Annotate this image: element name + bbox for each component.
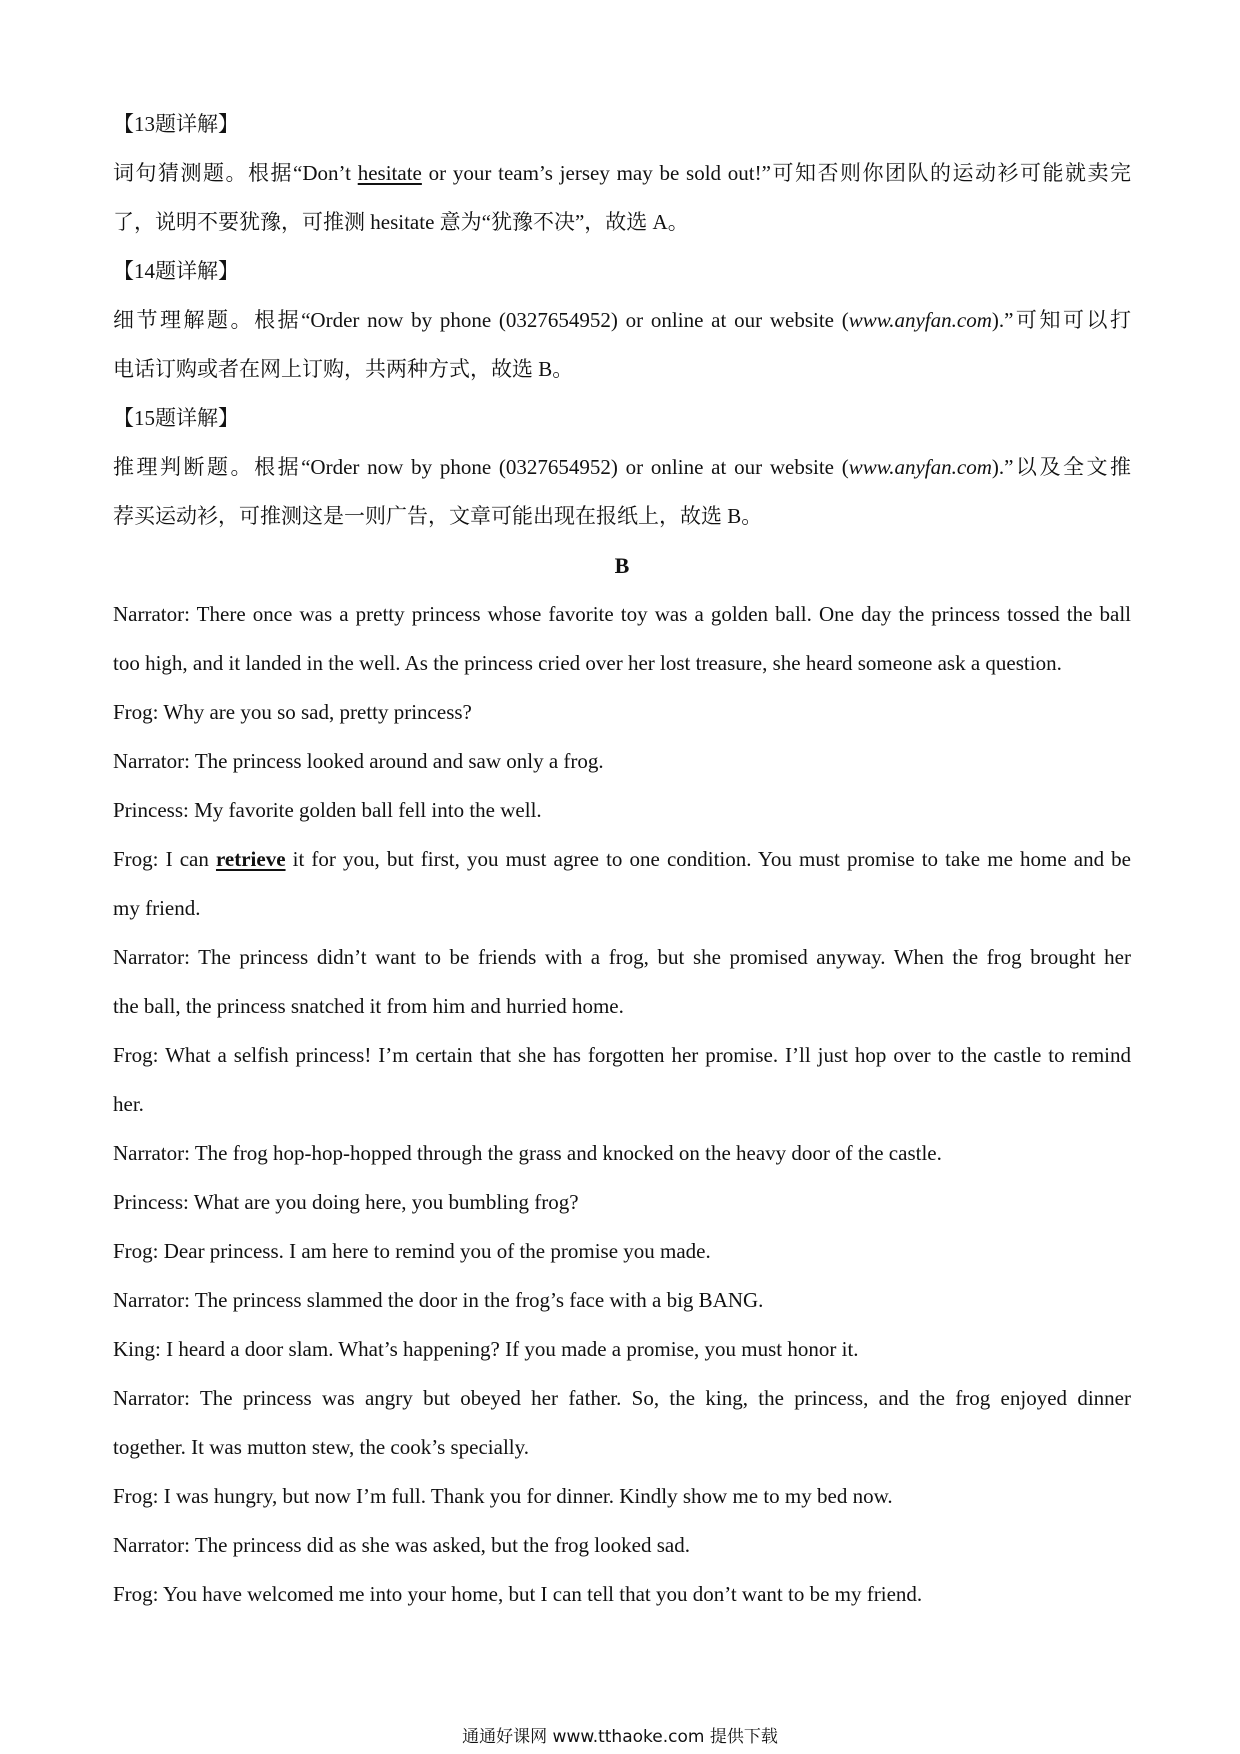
page-footer: 通通好课网 www.tthaoke.com 提供下载 [462,1727,778,1747]
retrieve-text-a: Frog: I can [113,847,216,871]
passage-line: Narrator: The princess didn’t want to be friends with a frog, but she promised anyway. When the frog brought her [113,945,1131,969]
passage-line: her. [113,1092,144,1116]
passage-line: King: I heard a door slam. What’s happening? If you made a promise, you must honor it. [113,1337,859,1361]
passage-line: Narrator: The princess looked around and saw only a frog. [113,749,604,773]
page-content [113,100,1131,1619]
q13-heading: 【13题详解】 [113,112,239,136]
q13-keyword: hesitate [357,161,422,185]
passage-line: Frog: What a selfish princess! I’m certain that she has forgotten her promise. I’ll just hop over to the castle to remind [113,1043,1131,1067]
passage-line: Narrator: The princess was angry but obeyed her father. So, the king, the princess, and the frog enjoyed dinner [113,1386,1131,1410]
passage-line: Princess: My favorite golden ball fell into the well. [113,798,542,822]
q13-text-a: 词句猜测题。根据“Don’t [113,161,358,185]
retrieve-keyword: retrieve [215,847,286,871]
q15-line-1 [113,443,1131,492]
q14-text-b: ).”可知可以打 [991,308,1131,332]
retrieve-text-b: it for you, but first, you must agree to one condition. You must promise to take me home and be [285,847,1131,871]
passage-line: Frog: I was hungry, but now I’m full. Thank you for dinner. Kindly show me to my bed now. [113,1484,893,1508]
passage-line-retrieve [113,835,1131,884]
passage-line: Frog: Why are you so sad, pretty princess? [113,700,472,724]
q14-text-a: 细节理解题。根据“Order now by phone (0327654952) or online at our website ( [113,308,849,332]
passage-line: Narrator: The princess slammed the door in the frog’s face with a big BANG. [113,1288,764,1312]
q13-line-2: 了，说明不要犹豫，可推测 hesitate 意为“犹豫不决”，故选 A。 [113,210,689,234]
q15-text-b: ).”以及全文推 [991,455,1131,479]
q13-text-b: or your team’s jersey may be sold out!”可知否则你团队的运动衫可能就卖完 [421,161,1131,185]
passage-line: Frog: Dear princess. I am here to remind you of the promise you made. [113,1239,711,1263]
passage-line: Narrator: The princess did as she was asked, but the frog looked sad. [113,1533,690,1557]
q13-line-1 [113,149,1131,198]
q14-website: www.anyfan.com [848,308,992,332]
q15-heading: 【15题详解】 [113,406,239,430]
q14-line-1 [113,296,1131,345]
section-b-title: B [614,553,630,578]
passage-line: Narrator: The frog hop-hop-hopped through the grass and knocked on the heavy door of the castle. [113,1141,942,1165]
q15-text-a: 推理判断题。根据“Order now by phone (0327654952) or online at our website ( [113,455,849,479]
passage-line: Frog: You have welcomed me into your home, but I can tell that you don’t want to be my friend. [113,1582,923,1606]
passage-line: too high, and it landed in the well. As the princess cried over her lost treasure, she heard someone ask a question. [113,651,1062,675]
q14-line-2: 电话订购或者在网上订购，共两种方式，故选 B。 [113,357,574,381]
passage-line: my friend. [113,896,201,920]
q15-website: www.anyfan.com [848,455,992,479]
passage-line: together. It was mutton stew, the cook’s specially. [113,1435,530,1459]
passage-line: Princess: What are you doing here, you bumbling frog? [113,1190,579,1214]
passage-line: Narrator: There once was a pretty princess whose favorite toy was a golden ball. One day the princess tossed the ball [113,602,1131,626]
q14-heading: 【14题详解】 [113,259,239,283]
passage-line: the ball, the princess snatched it from him and hurried home. [113,994,624,1018]
q15-line-2: 荐买运动衫，可推测这是一则广告，文章可能出现在报纸上，故选 B。 [113,504,763,528]
